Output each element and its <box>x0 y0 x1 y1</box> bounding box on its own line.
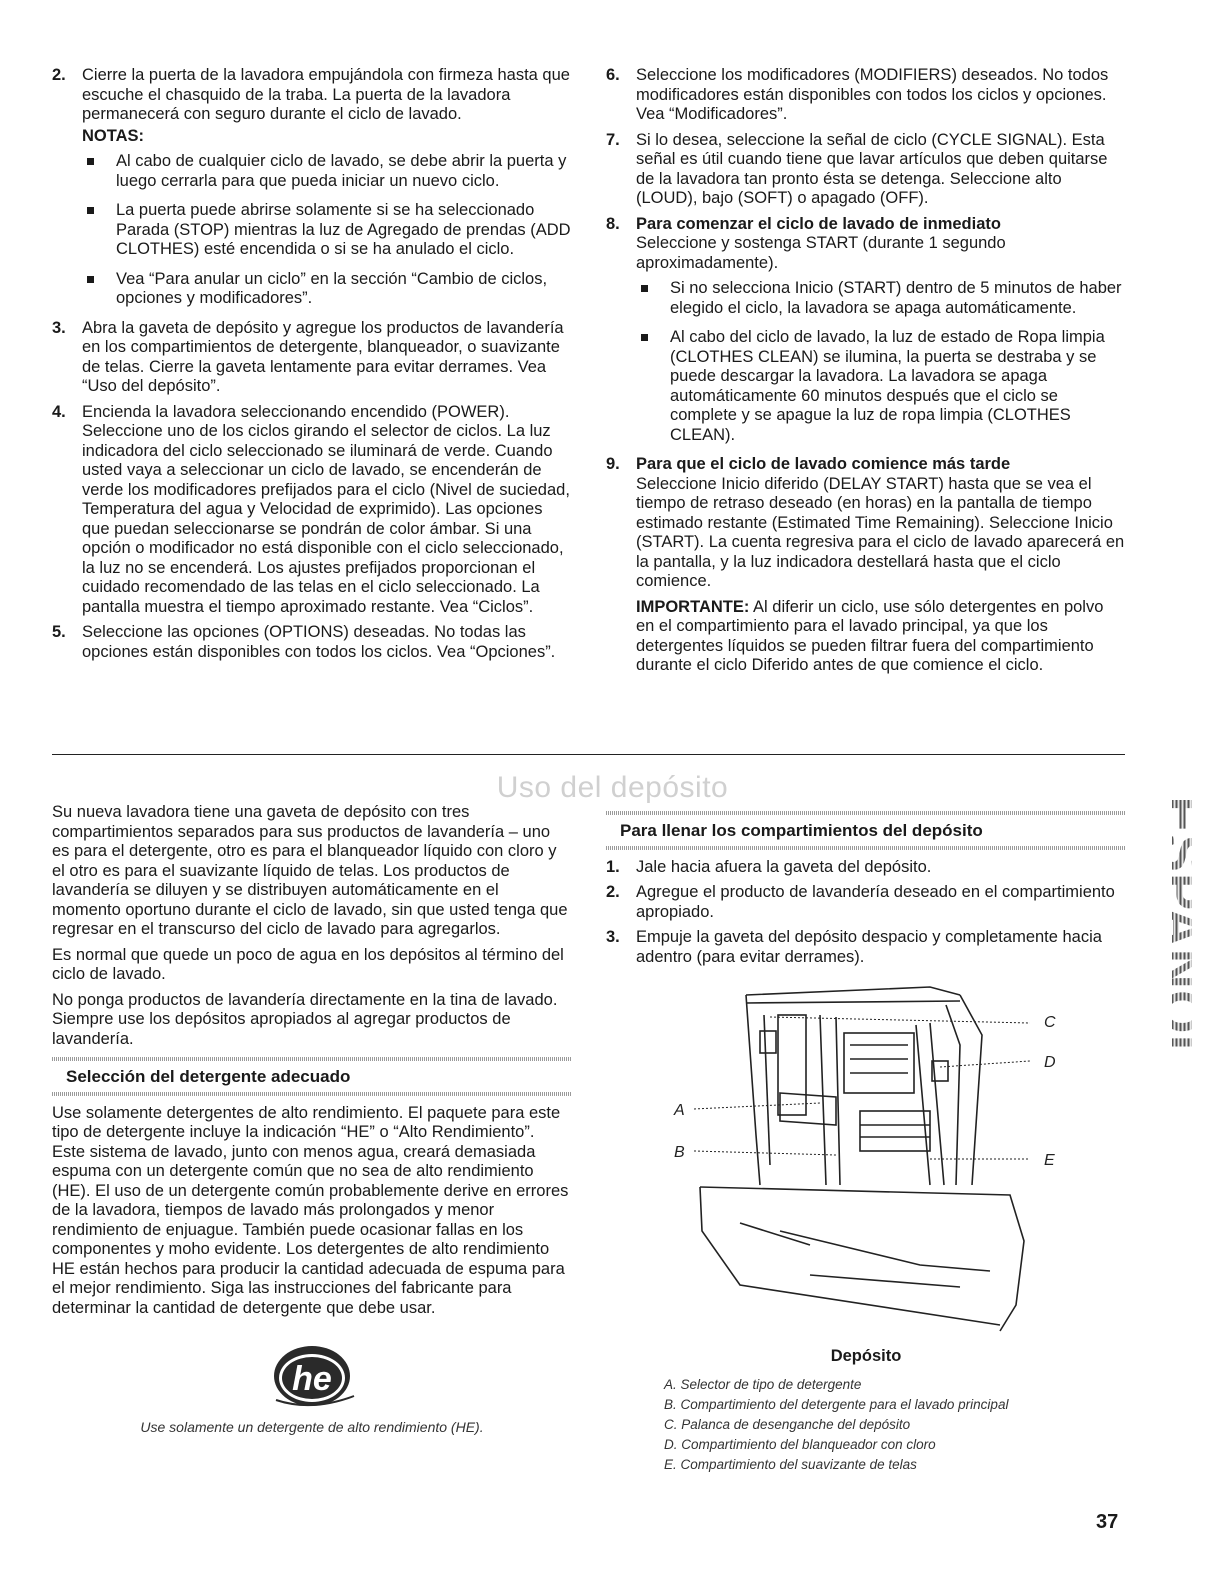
legend-item: A. Selector de tipo de detergente <box>664 1376 862 1392</box>
important-note <box>636 598 1126 676</box>
he-logo-text: he <box>292 1360 332 1398</box>
step-number: 3. <box>52 318 66 337</box>
fill-subhead-box <box>606 811 1126 850</box>
step-8 <box>606 215 1126 446</box>
step-text: Cierre la puerta de la lavadora empujándola con firmeza hasta que escuche el chasquido de la traba. La puerta de la lavadora permanecerá con seguro durante el ciclo de lavado. <box>82 66 570 123</box>
step-text: Abra la gaveta de depósito y agregue los productos de lavandería en los compartimientos de detergente, blanqueador, o suavizante de telas. Cierre la gaveta lentamente para evitar derrames. Vea “Uso del depósito”. <box>82 318 564 395</box>
step-heading: Para que el ciclo de lavado comience más tarde <box>636 455 1011 473</box>
diagram-label-b: B <box>674 1144 685 1161</box>
diagram-label-e: E <box>1044 1152 1055 1169</box>
he-caption: Use solamente un detergente de alto rendimiento (HE). <box>140 1419 484 1435</box>
step-number: 5. <box>52 623 66 641</box>
legend-item: C. Palanca de desenganche del depósito <box>664 1416 911 1432</box>
bullet-item: Si no selecciona Inicio (START) dentro de 5 minutos de haber elegido el ciclo, la lavadora se apaga automáticamente. <box>636 279 1126 318</box>
note-item: Vea “Para anular un ciclo” en la sección “Cambio de ciclos, opciones y modificadores”. <box>82 270 572 309</box>
note-item: Al cabo de cualquier ciclo de lavado, se debe abrir la puerta y luego cerrarla para que pueda iniciar un nuevo ciclo. <box>82 152 572 191</box>
legend-item: E. Compartimiento del suavizante de telas <box>664 1456 917 1472</box>
step-6 <box>606 66 1126 125</box>
diagram-legend <box>606 1375 1126 1475</box>
diagram-label-c: C <box>1044 1014 1056 1031</box>
bullet-item: Al cabo del ciclo de lavado, la luz de estado de Ropa limpia (CLOTHES CLEAN) se ilumina, la puerta se destraba y se puede descargar la lavadora. La lavadora se apaga automáticamente 60 minutos después que el ciclo se complete y se apague la luz de ropa limpia (CLOTHES CLEAN). <box>636 328 1126 445</box>
bottom-left-column <box>52 803 572 1438</box>
fill-step-2 <box>606 883 1126 922</box>
step-text: Seleccione las opciones (OPTIONS) deseadas. No todas las opciones están disponibles con todos los ciclos. Vea “Opciones”. <box>82 623 556 661</box>
diagram-title: Depósito <box>830 1347 902 1365</box>
important-text: Al diferir un ciclo, use sólo detergentes en polvo en el compartimiento para el lavado principal, ya que los detergentes líquidos se pueden filtrar fuera del compartimiento durante el ciclo Diferido antes de que comience el ciclo. <box>636 597 1104 674</box>
step-number: 6. <box>606 66 620 84</box>
step-text: Empuje la gaveta del depósito despacio y completamente hacia adentro (para evitar derrames). <box>636 928 1102 966</box>
step-2 <box>52 66 572 309</box>
page-number: 37 <box>1096 1511 1119 1533</box>
note-item: La puerta puede abrirse solamente si se ha seleccionado Parada (STOP) mientras la luz de Agregado de prendas (ADD CLOTHES) esté encendida o si se ha anulado el ciclo. <box>82 201 572 260</box>
dispenser-diagram <box>660 975 1080 1345</box>
important-label: IMPORTANTE: <box>636 597 750 616</box>
top-right-column <box>606 66 1126 682</box>
step-number: 2. <box>52 66 66 84</box>
step-8-bullets <box>636 279 1126 445</box>
step-number: 1. <box>606 857 620 876</box>
language-label: ESPAÑOL <box>1150 796 1214 1070</box>
step-7 <box>606 131 1126 209</box>
step-number: 8. <box>606 214 620 233</box>
step-text: Seleccione y sostenga START (durante 1 segundo aproximadamente). <box>636 234 1006 272</box>
bottom-right-column <box>606 803 1126 1475</box>
step-number: 3. <box>606 928 620 946</box>
section-divider <box>52 754 1125 755</box>
top-left-column <box>52 66 572 668</box>
step-text: Si lo desea, seleccione la señal de ciclo (CYCLE SIGNAL). Esta señal es útil cuando tiene que lavar artículos que deben quitarse de la lavadora tan pronto ésta se detenga. Seleccione alto (LOUD), bajo (SOFT) o apagado (OFF). <box>636 130 1108 207</box>
language-side-tab <box>1150 796 1214 1070</box>
step-text: Encienda la lavadora seleccionando encendido (POWER). Seleccione uno de los ciclos girando el selector de ciclos. La luz indicadora del ciclo seleccionado se iluminará de verde. Cuando usted vaya a seleccionar un ciclo de lavado, se encenderán de verde los modificadores prefijados para el ciclo (Nivel de suciedad, Temperatura del agua y Velocidad de exprimido). Las opciones que puedan seleccionarse se pondrán de color ámbar. Si una opción o modificador no está disponible con el ciclo seleccionado, la luz no se encenderá. Los ajustes prefijados proporcionan el cuidado recomendado de las telas en el ciclo seleccionado. La pantalla muestra el tiempo aproximado restante. Vea “Ciclos”. <box>82 402 570 616</box>
step-3 <box>52 319 572 397</box>
fill-step-1 <box>606 858 1126 878</box>
diagram-label-a: A <box>674 1102 685 1119</box>
step-5 <box>52 623 572 662</box>
paragraph: Use solamente detergentes de alto rendimiento. El paquete para este tipo de detergente incluye la indicación “HE” o “Alto Rendimiento”. Este sistema de lavado, junto con menos agua, creará demasiada espuma con un detergente común que no sea de alto rendimiento (HE). El uso de un detergente común probablemente derive en errores de la lavadora, tiempos de lavado más prolongados y menor rendimiento de enjuague. También puede ocasionar fallas en los componentes y moho evidente. Los detergentes de alto rendimiento HE están hechos para producir la cantidad adecuada de espuma para el mejor rendimiento. Siga las instrucciones del fabricante para determinar la cantidad de detergente que debe usar. <box>52 1103 569 1317</box>
detergent-subhead-box <box>52 1057 572 1096</box>
paragraph: Su nueva lavadora tiene una gaveta de depósito con tres compartimientos separados para sus productos de lavandería – uno es para el detergente, otro es para el blanqueador líquido con cloro y el otro es para el suavizante líquido de telas. Los productos de lavandería se diluyen y se distribuyen automáticamente en el momento oportuno durante el ciclo de lavado, sin que usted tenga que regresar en el transcurso del ciclo de lavado para agregarlos. <box>52 803 568 938</box>
diagram-label-d: D <box>1044 1054 1056 1071</box>
step-heading: Para comenzar el ciclo de lavado de inmediato <box>636 214 1001 233</box>
step-9 <box>606 455 1126 676</box>
subhead: Para llenar los compartimientos del depósito <box>620 821 983 840</box>
step-text: Jale hacia afuera la gaveta del depósito. <box>636 857 932 876</box>
step-text: Agregue el producto de lavandería deseado en el compartimiento apropiado. <box>636 883 1115 921</box>
paragraph: Es normal que quede un poco de agua en los depósitos al término del ciclo de lavado. <box>52 945 564 983</box>
notes-list <box>82 152 572 309</box>
step-4 <box>52 403 572 618</box>
legend-item: D. Compartimiento del blanqueador con cloro <box>664 1436 936 1452</box>
step-number: 9. <box>606 455 620 473</box>
subhead: Selección del detergente adecuado <box>66 1067 351 1086</box>
step-number: 7. <box>606 130 620 149</box>
section-title: Uso del depósito <box>496 771 729 804</box>
he-logo-icon <box>262 1340 362 1412</box>
paragraph: No ponga productos de lavandería directamente en la tina de lavado. Siempre use los depósitos apropiados al agregar productos de lavandería. <box>52 990 558 1048</box>
notes-label: NOTAS: <box>82 126 145 145</box>
step-text: Seleccione Inicio diferido (DELAY START) hasta que se vea el tiempo de retraso deseado (en horas) en la pantalla de tiempo estimado restante (Estimated Time Remaining). Seleccione Inicio (START). La cuenta regresiva para el ciclo de lavado aparecerá en la pantalla, y la luz indicadora destellará hasta que el ciclo comience. <box>636 474 1125 590</box>
fill-step-3 <box>606 928 1126 967</box>
step-number: 4. <box>52 402 66 421</box>
step-text: Seleccione los modificadores (MODIFIERS) deseados. No todos modificadores están disponibles con todos los ciclos y opciones. Vea “Modificadores”. <box>636 66 1109 123</box>
legend-item: B. Compartimiento del detergente para el lavado principal <box>664 1396 1009 1412</box>
step-number: 2. <box>606 883 620 901</box>
